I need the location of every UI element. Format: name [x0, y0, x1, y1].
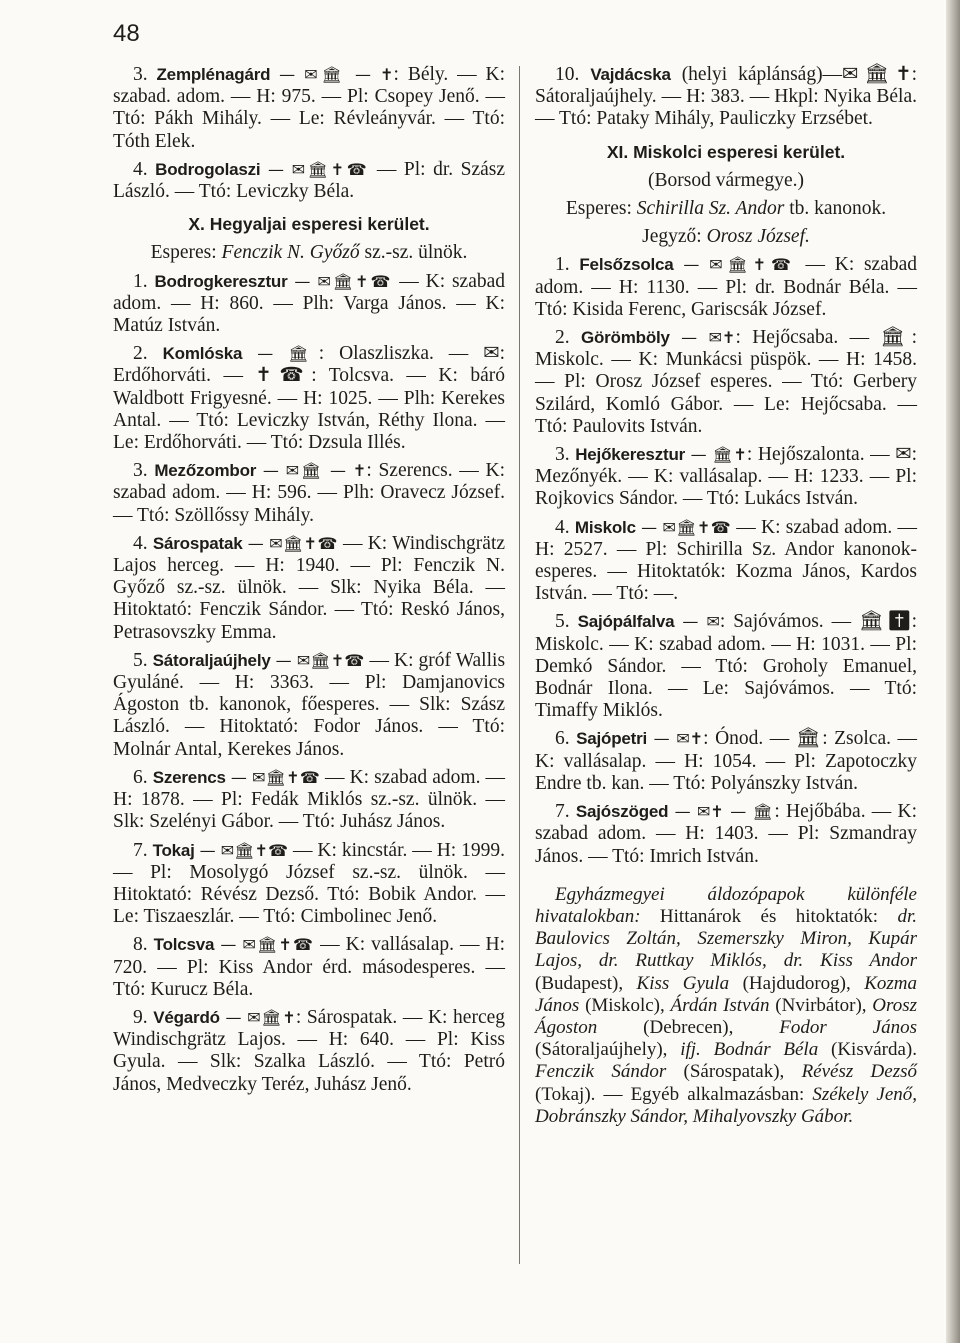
- parish-details: — K: kincstár. — H: 1999. — Pl: Mosolygó József sz.-sz. ülnök. — Hitoktató: Révész Dezső. Ttó: Bobik Andor. — Le: Tiszaeszlár. — Ttó: Cimbolinec Jenő.: [113, 839, 506, 928]
- parish-details: : Hejőbába. — K: szabad adom. — H: 1403. — Pl: Szmandray János. — Ttó: Imrich István.: [535, 801, 918, 867]
- parish-name: Bodrogolaszi: [155, 159, 261, 179]
- parish-symbols: — ✉🏛✝☎: [247, 533, 338, 553]
- parish-name: Mezőzombor: [154, 461, 257, 481]
- parish-symbols: — ✉🏛 — ✝: [262, 461, 367, 481]
- parish-details: : Szerencs. — K: szabad adom. — H: 596. — Plh: Oravecz József. — Ttó: Szöllőssy Mihály.: [113, 460, 505, 526]
- parish-name: Szerencs: [152, 767, 226, 787]
- parish-details: — K: Windischgrätz Lajos herceg. — H: 1940. — Pl: Fenczik N. Győző sz.-sz. ülnök. — Slk: Nyika Béla. — Hitoktató: Fenczik Sándor. — Ttó: Reskó János, Petrasovszky Emma.: [113, 532, 506, 643]
- right-entries-b: [535, 254, 917, 867]
- parish-details: — K: szabad adom. — H: 2527. — Pl: Schirilla Sz. Andor kanonok-esperes. — Hitoktatók: Kozma János, Kardos István. — Ttó: —.: [535, 516, 918, 605]
- parish-name: Görömböly: [580, 328, 670, 348]
- esperes-line: Esperes: Fenczik N. Győző sz.-sz. ülnök.: [150, 242, 468, 264]
- parish-number: 1.: [133, 270, 148, 292]
- parish-symbols: — ✉🏛✝☎: [220, 935, 315, 955]
- column-divider: [519, 66, 520, 1264]
- parish-details: : Bély. — K: szabad. adom. — H: 975. — Pl: Csopey Jenő. — Ttó: Pákh Mihály. — Le: Révleányvár. — Ttó: Tóth Elek.: [113, 64, 505, 152]
- section-heading-xi: XI. Miskolci esperesi kerület.: [606, 141, 846, 162]
- parish-number: 9.: [133, 1006, 148, 1028]
- parish-name: Sajószöged: [575, 802, 669, 822]
- parish-details: (helyi káplánság)—✉🏛✝: Sátoraljaújhely. — H: 383. — Hkpl: Nyika Béla. — Ttó: Pataky Mihály, Pauliczky Erzsébet.: [535, 64, 918, 130]
- parish-number: 1.: [555, 254, 570, 276]
- parish-details: : Sárospatak. — K: herceg Windischgrätz Lajos. — H: 640. — Pl: Kiss Gyula. — Slk: Szalka László. — Ttó: Petró János, Medveczky Teréz, Juhász Jenő.: [113, 1006, 505, 1095]
- county-line: (Borsod vármegye.): [648, 169, 804, 191]
- parish-name: Végardó: [153, 1007, 220, 1027]
- jegyzo-line: Jegyző: Orosz József.: [642, 226, 810, 248]
- parish-entry: [113, 767, 505, 834]
- parish-details: — K: vallásalap. — H: 720. — Pl: Kiss Andor érd. másodesperes. — Ttó: Kurucz Béla.: [113, 934, 506, 1000]
- parish-details: : Sajóvámos. — 🏛✝: Miskolc. — K: szabad adom. — H: 1031. — Pl: Demkó Sándor. — Ttó: Groholy Emanuel, Bodnár Ilona. — Le: Sajóvámos. — Ttó: Timaffy Miklós.: [535, 611, 917, 722]
- parish-details: : Hejőszalonta. — ✉: Mezőnyék. — K: vallásalap. — H: 1233. — Pl: Rojkovics Sándor. — Ttó: Lukács István.: [535, 444, 918, 510]
- parish-symbols: — ✉: [682, 612, 720, 632]
- left-column: [113, 64, 505, 1102]
- parish-number: 4.: [555, 516, 570, 538]
- right-entries-a: [535, 64, 917, 131]
- parish-name: Bodrogkeresztur: [154, 271, 288, 291]
- parish-entry: [535, 611, 917, 722]
- parish-symbols: — ✉🏛✝: [225, 1007, 296, 1027]
- parish-name: Sajópálfalva: [577, 612, 675, 632]
- page-number: 48: [113, 20, 140, 47]
- parish-entry: [535, 254, 917, 321]
- parish-entry: [113, 271, 505, 338]
- parish-number: 2.: [555, 327, 570, 349]
- parish-symbols: — ✉🏛✝☎: [230, 767, 320, 787]
- parish-details: : Ónod. — 🏛: Zsolca. — K: vallásalap. — H: 1054. — Pl: Zapotoczky Endre tb. kan. — Ttó: Polyánszky István.: [535, 728, 918, 794]
- parish-symbols: — 🏛✝: [690, 445, 747, 465]
- parish-name: Hejőkeresztur: [575, 445, 686, 465]
- parish-name: Miskolc: [574, 517, 636, 537]
- parish-name: Sárospatak: [152, 533, 243, 553]
- parish-name: Zemplénagárd: [156, 65, 271, 84]
- parish-number: 3.: [555, 444, 570, 466]
- parish-details: — Pl: dr. Szász László. — Ttó: Leviczky Béla.: [113, 158, 506, 203]
- parish-name: Felsőzsolca: [579, 255, 674, 275]
- parish-number: 5.: [133, 649, 148, 671]
- parish-symbols: — ✉✝: [653, 729, 704, 749]
- page-edge: [946, 0, 960, 1343]
- parish-number: 4.: [133, 532, 148, 554]
- parish-number: 6.: [133, 766, 148, 788]
- parish-details: — K: szabad adom. — H: 1130. — Pl: dr. Bodnár Béla. — Ttó: Kisida Ferenc, Gariscsák József.: [535, 254, 918, 320]
- parish-symbols: — ✉✝ — 🏛: [674, 802, 775, 822]
- right-column: [535, 64, 917, 1128]
- parish-name: Tokaj: [152, 840, 195, 860]
- parish-symbols: — ✉🏛✝☎: [294, 271, 393, 291]
- parish-number: 7.: [555, 801, 570, 823]
- parish-entry: [113, 343, 505, 454]
- parish-entry: [113, 64, 505, 153]
- left-entries-b: [113, 271, 505, 1096]
- parish-details: — K: gróf Wallis Gyuláné. — H: 3363. — Pl: Damjanovics Ágoston tb. kanonok, főesperes. — Slk: Szász László. — Hitoktató: Fodor János. — Ttó: Molnár Antal, Kerekes János.: [113, 649, 506, 760]
- parish-number: 6.: [555, 728, 570, 750]
- parish-number: 3.: [133, 64, 148, 85]
- parish-entry: [535, 517, 917, 606]
- parish-entry: [535, 327, 917, 438]
- parish-entry: [113, 460, 505, 527]
- parish-symbols: — ✉🏛✝☎: [199, 840, 289, 860]
- parish-symbols: — ✉✝: [681, 328, 736, 348]
- parish-details: — K: szabad adom. — H: 860. — Plh: Varga János. — K: Matúz István.: [113, 270, 506, 337]
- parish-name: Komlóska: [162, 344, 243, 364]
- parish-number: 5.: [555, 611, 570, 633]
- parish-entry: [113, 934, 505, 1001]
- parish-entry: [113, 840, 505, 929]
- parish-entry: [535, 64, 917, 131]
- parish-symbols: — 🏛: [257, 344, 319, 364]
- section-heading-x: X. Hegyaljai esperesi kerület.: [188, 214, 430, 235]
- parish-name: Tolcsva: [153, 935, 215, 955]
- clergy-note: Egyházmegyei áldozópapok különféle hivatalokban: Hittanárok és hitoktatók: dr. Baulovics Zoltán, Szemerszky Miron, Kupár Lajos, dr. Ruttkay Miklós, dr. Kiss Andor (Budapest), Kiss Gyula (Hajdudorog), Kozma János (Miskolc), Árdán István (Nvirbátor), Orosz Ágoston (Debrecen), Fodor János (Sátoraljaújhely), ifj. Bodnár Béla (Kisvárda). Fenczik Sándor (Sárospatak), Révész Dezső (Tokaj). — Egyéb alkalmazásban: Székely Jenő, Dobránszky Sándor, Mihalyovszky Gábor.: [535, 883, 918, 1127]
- parish-symbols: — ✉🏛✝☎: [267, 159, 370, 179]
- parish-name: Sajópetri: [576, 729, 648, 749]
- esperes-line-right: Esperes: Schirilla Sz. Andor tb. kanonok.: [565, 198, 887, 220]
- parish-entry: [113, 1007, 505, 1096]
- parish-symbols: — ✉🏛✝☎: [683, 255, 796, 275]
- parish-number: 4.: [133, 158, 148, 180]
- parish-entry: [113, 159, 505, 203]
- parish-number: 7.: [133, 839, 148, 861]
- parish-symbols: — ✉🏛✝☎: [275, 650, 365, 670]
- parish-entry: [535, 801, 917, 868]
- parish-symbols: — ✉🏛 — ✝: [279, 65, 394, 84]
- parish-symbols: — ✉🏛✝☎: [641, 517, 732, 537]
- parish-name: Vajdácska: [590, 65, 671, 84]
- parish-details: — K: szabad adom. — H: 1878. — Pl: Fedák Miklós sz.-sz. ülnök. — Slk: Szelényi Gábor. — Ttó: Juhász János.: [113, 766, 506, 833]
- parish-entry: [113, 650, 505, 761]
- parish-details: : Olaszliszka. — ✉: Erdőhorváti. — ✝☎: Tolcsva. — K: báró Waldbott Frigyesné. — H: 1025. — Plh: Kerekes Antal. — Ttó: Leviczky István, Réthy Ilona. — Le: Erdőhorváti. — Ttó: Dzsula Illés.: [113, 343, 506, 454]
- parish-details: : Hejőcsaba. — 🏛: Miskolc. — K: Munkácsi püspök. — H: 1458. — Pl: Orosz József esperes. — Ttó: Gerbery Szilárd, Komló Gábor. — Le: Hejőcsaba. — Ttó: Paulovits István.: [535, 327, 918, 437]
- parish-number: 2.: [133, 343, 148, 365]
- left-entries-a: [113, 64, 505, 203]
- parish-entry: [113, 533, 505, 644]
- parish-number: 10.: [555, 64, 580, 85]
- parish-number: 8.: [133, 934, 148, 956]
- parish-entry: [535, 728, 917, 795]
- parish-number: 3.: [133, 460, 148, 482]
- parish-name: Sátoraljaújhely: [152, 650, 271, 670]
- parish-entry: [535, 444, 917, 511]
